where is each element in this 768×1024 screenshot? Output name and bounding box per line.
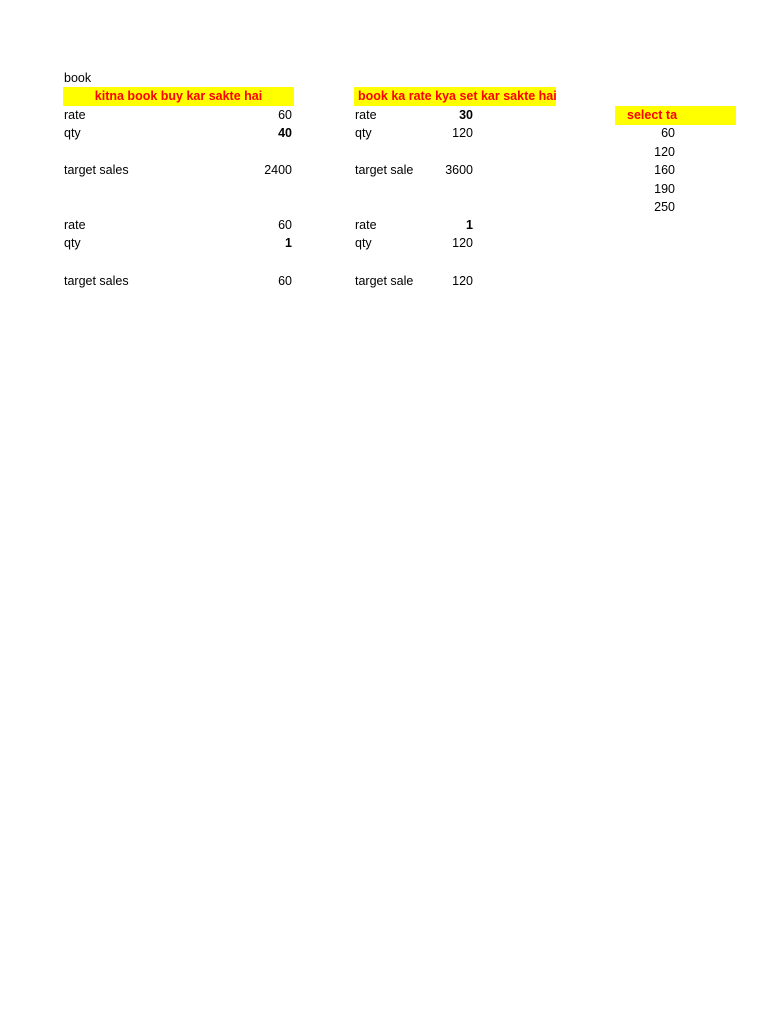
select-target-value[interactable]: 250 [654, 200, 675, 214]
block1-qty-value[interactable]: 40 [278, 126, 292, 140]
block2-qty-label[interactable]: qty [355, 126, 372, 140]
block4-qty-label[interactable]: qty [355, 236, 372, 250]
block2-rate-label[interactable]: rate [355, 108, 377, 122]
block4-rate-label[interactable]: rate [355, 218, 377, 232]
block2-target-value[interactable]: 3600 [445, 163, 473, 177]
banner-buy-qty[interactable]: kitna book buy kar sakte hai [63, 87, 294, 106]
block1-target-value[interactable]: 2400 [264, 163, 292, 177]
select-target-value[interactable]: 120 [654, 145, 675, 159]
block3-qty-label[interactable]: qty [64, 236, 81, 250]
block3-rate-label[interactable]: rate [64, 218, 86, 232]
select-target-value[interactable]: 190 [654, 182, 675, 196]
block3-target-value[interactable]: 60 [278, 274, 292, 288]
block4-rate-value[interactable]: 1 [466, 218, 473, 232]
block3-rate-value[interactable]: 60 [278, 218, 292, 232]
block1-qty-label[interactable]: qty [64, 126, 81, 140]
select-target-value[interactable]: 60 [661, 126, 675, 140]
block1-target-label[interactable]: target sales [64, 163, 129, 177]
block4-qty-value[interactable]: 120 [452, 236, 473, 250]
sheet-heading[interactable]: book [64, 71, 92, 85]
select-target-header[interactable]: select ta [615, 106, 736, 125]
block1-rate-value[interactable]: 60 [278, 108, 292, 122]
block2-target-label[interactable]: target sale [355, 163, 414, 177]
block3-target-label[interactable]: target sales [64, 274, 129, 288]
block4-target-label[interactable]: target sale [355, 274, 414, 288]
block2-rate-value[interactable]: 30 [459, 108, 473, 122]
block2-qty-value[interactable]: 120 [452, 126, 473, 140]
block1-rate-label[interactable]: rate [64, 108, 86, 122]
banner-set-rate[interactable]: book ka rate kya set kar sakte hai [354, 87, 556, 106]
block4-target-value[interactable]: 120 [452, 274, 473, 288]
select-target-value[interactable]: 160 [654, 163, 675, 177]
block3-qty-value[interactable]: 1 [285, 236, 292, 250]
